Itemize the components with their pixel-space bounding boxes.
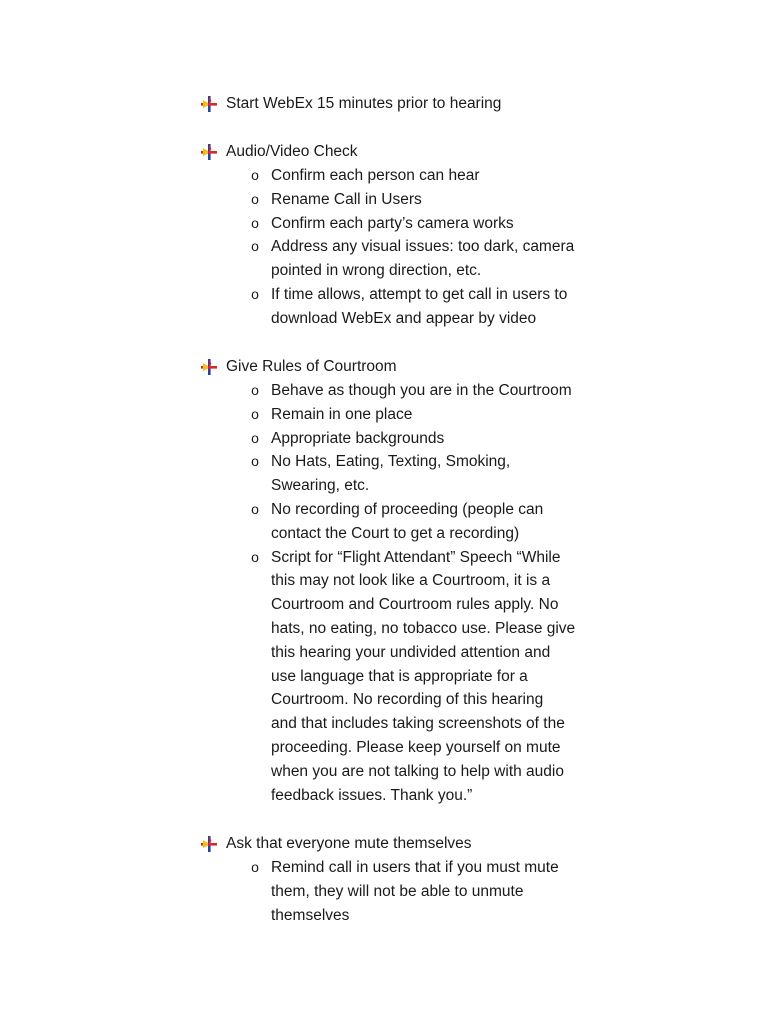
list-item-text: Rename Call in Users xyxy=(271,190,422,208)
list-item-text: hats, no eating, no tobacco use. Please give xyxy=(271,619,576,637)
list-item-text: If time allows, attempt to get call in users to xyxy=(271,285,568,303)
circle-bullet: o xyxy=(251,190,259,207)
list-item-text: No Hats, Eating, Texting, Smoking, xyxy=(271,453,511,471)
list-item-text: proceeding. Please keep yourself on mute xyxy=(271,738,561,756)
section-heading: Audio/Video Check xyxy=(226,143,358,160)
list-item-text: Confirm each person can hear xyxy=(271,167,480,184)
list-item xyxy=(200,164,600,188)
section-heading-row xyxy=(200,832,600,856)
section-heading: Give Rules of Courtroom xyxy=(226,358,397,375)
circle-bullet: o xyxy=(251,238,259,255)
list-item-text: Courtroom and Courtroom rules apply. No xyxy=(271,596,559,614)
list-item-text: contact the Court to get a recording) xyxy=(271,524,520,542)
sub-list xyxy=(200,856,600,927)
section-heading-row xyxy=(200,355,600,379)
circle-bullet: o xyxy=(251,859,259,875)
bullet-star-icon xyxy=(200,358,218,376)
list-item-text: Courtroom. No recording of this hearing xyxy=(271,691,544,709)
list-item-text: Swearing, etc. xyxy=(271,477,370,495)
list-item-text: Script for “Flight Attendant” Speech “While xyxy=(271,548,561,566)
bullet-star-icon xyxy=(200,143,218,161)
circle-bullet: o xyxy=(251,405,259,422)
list-item-text: download WebEx and appear by video xyxy=(271,309,537,327)
list-item xyxy=(200,283,600,331)
circle-bullet: o xyxy=(251,500,259,517)
list-item xyxy=(200,498,600,546)
circle-bullet: o xyxy=(251,285,259,302)
list-item xyxy=(200,450,600,498)
section-rules-of-courtroom xyxy=(200,355,600,807)
section-mute-themselves xyxy=(200,832,600,927)
list-item xyxy=(200,212,600,236)
bullet-star-icon xyxy=(200,835,218,853)
section-heading-row xyxy=(200,92,600,116)
list-item xyxy=(200,188,600,212)
circle-bullet: o xyxy=(251,167,259,183)
list-item xyxy=(200,403,600,427)
section-heading-row xyxy=(200,140,600,164)
list-item-text: themselves xyxy=(271,906,350,924)
section-heading: Ask that everyone mute themselves xyxy=(226,835,472,852)
circle-bullet: o xyxy=(251,548,259,565)
list-item xyxy=(200,856,600,927)
list-item-text: use language that is appropriate for a xyxy=(271,667,528,685)
list-item xyxy=(200,235,600,283)
list-item-text: them, they will not be able to unmute xyxy=(271,882,524,900)
circle-bullet: o xyxy=(251,382,259,398)
list-item xyxy=(200,546,600,808)
section-heading: Start WebEx 15 minutes prior to hearing xyxy=(226,95,502,112)
circle-bullet: o xyxy=(251,214,259,231)
list-item-text: this hearing your undivided attention and xyxy=(271,643,551,661)
list-item-text: Behave as though you are in the Courtroom xyxy=(271,382,572,399)
list-item-text: feedback issues. Thank you.” xyxy=(271,786,473,804)
list-item-text: when you are not talking to help with audio xyxy=(271,762,564,780)
list-item-text: and that includes taking screenshots of the xyxy=(271,715,565,733)
circle-bullet: o xyxy=(251,429,259,446)
list-item-text: No recording of proceeding (people can xyxy=(271,500,544,518)
list-item-text: this may not look like a Courtroom, it is a xyxy=(271,572,551,590)
sub-list xyxy=(200,379,600,807)
list-item xyxy=(200,427,600,451)
section-start-webex xyxy=(200,92,600,116)
list-item-text: Confirm each party’s camera works xyxy=(271,214,514,232)
circle-bullet: o xyxy=(251,453,259,470)
sub-list xyxy=(200,164,600,331)
bullet-star-icon xyxy=(200,95,218,113)
list-item-text: pointed in wrong direction, etc. xyxy=(271,262,482,280)
list-item-text: Remind call in users that if you must mute xyxy=(271,859,559,876)
list-item-text: Address any visual issues: too dark, camera xyxy=(271,238,575,256)
section-audio-video-check xyxy=(200,140,600,331)
list-item-text: Remain in one place xyxy=(271,405,413,423)
list-item-text: Appropriate backgrounds xyxy=(271,429,445,447)
list-item xyxy=(200,379,600,403)
